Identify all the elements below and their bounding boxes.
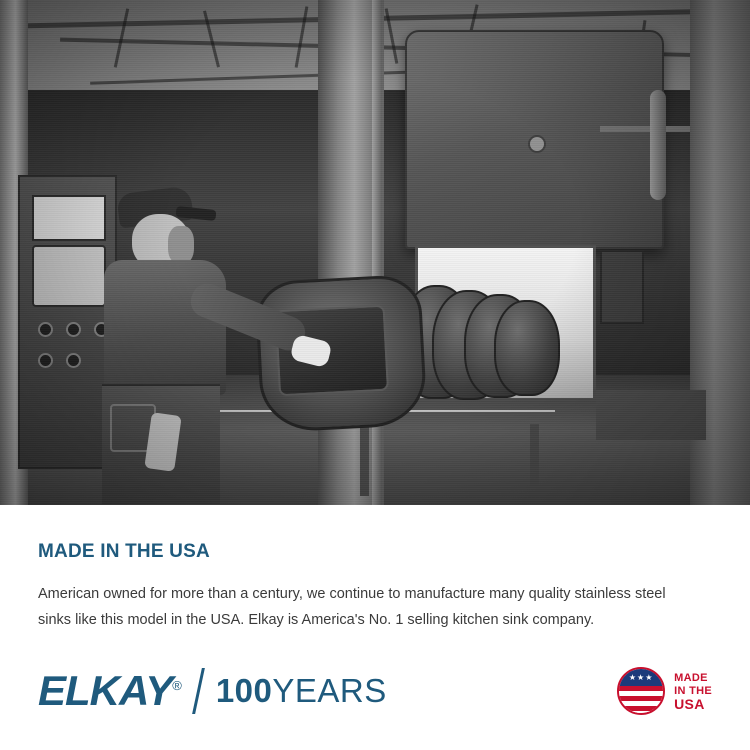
furnace-door-bolt — [528, 135, 546, 153]
badge-line-3: USA — [674, 695, 705, 712]
elkay-logo — [38, 667, 181, 715]
anniversary-word: YEARS — [272, 672, 387, 709]
american-flag-seal-icon — [617, 667, 665, 715]
anniversary-number: 100 — [215, 672, 273, 709]
furnace-door-arm — [600, 126, 690, 132]
chart-recorder — [32, 245, 106, 307]
work-table-leg — [360, 424, 369, 496]
registered-trademark-icon: ® — [172, 678, 181, 693]
elkay-wordmark-text: ELKAY — [38, 667, 173, 714]
badge-line-1: MADE — [674, 671, 708, 684]
worker-torso — [104, 260, 226, 395]
furnace-door — [405, 30, 664, 249]
control-knob — [66, 353, 81, 368]
control-knob — [38, 322, 53, 337]
control-knob — [38, 353, 53, 368]
wall-machinery — [600, 250, 644, 324]
brand-lockup — [38, 667, 387, 715]
gauge-display — [32, 195, 106, 241]
description-text: American owned for more than a century, we continue to manufacture many quality stainless steel sinks like this model in the USA. Elkay is America's No. 1 selling kitchen sink company. — [38, 586, 666, 628]
sink-blank-stack-item — [494, 300, 560, 396]
anniversary-mark — [216, 672, 387, 710]
factory-worker — [96, 190, 256, 500]
stainless-steel-sink-blank — [254, 274, 428, 433]
divider-slash — [192, 668, 205, 714]
control-knob — [66, 322, 81, 337]
page-title: MADE IN THE USA — [38, 541, 210, 562]
floor-machinery — [596, 390, 706, 440]
brand-footer — [0, 632, 750, 750]
vertical-pipe — [372, 0, 382, 505]
furnace-door-rod — [650, 90, 666, 200]
work-table-leg — [530, 424, 539, 486]
made-in-usa-text — [674, 672, 712, 711]
flag-canton: ★★★ — [619, 669, 663, 686]
worker-face — [168, 226, 194, 264]
badge-line-2: IN THE — [674, 684, 712, 697]
flag-stripes — [619, 686, 663, 713]
made-in-usa-badge — [617, 667, 712, 715]
